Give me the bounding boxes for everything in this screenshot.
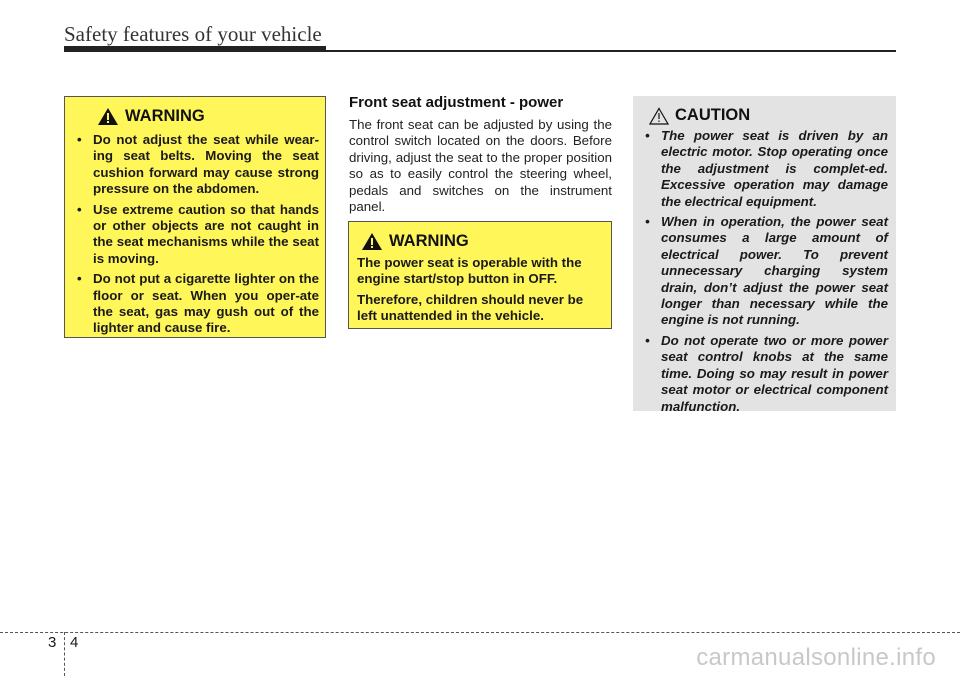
footer-divider [64,632,65,676]
warning-list [71,132,319,337]
caution-header [649,106,888,125]
caution-item: • When in operation, the power seat consumes a large amount of electrical power. To prevent unnecessary charging system drain, don’t adjust the power seat longer than necessary while the engine is not running. [639,214,888,329]
page-section-number: 3 [48,634,57,651]
warning-paragraph: Therefore, children should never be left unattended in the vehicle. [357,291,584,324]
warning-item: • Do not put a cigarette lighter on the floor or seat. When you oper-ate the seat, gas may gush out of the lighter and cause fire. [71,271,319,337]
watermark: carmanualsonline.info [696,644,936,671]
header-rule-thick [64,46,326,52]
header-rule-thin [326,50,896,52]
warning-paragraph: The power seat is operable with the engine start/stop button in OFF. [357,255,582,287]
warning-title: WARNING [125,107,205,125]
warning-header [361,232,603,251]
warning-item: • Do not adjust the seat while wear-ing seat belts. Moving the seat cushion forward may cause strong pressure on the abdomen. [71,132,319,198]
page-header-title: Safety features of your vehicle [64,22,322,46]
caution-box [633,96,896,414]
section-body: The front seat can be adjusted by using the control switch located on the doors. Before driving, adjust the seat to the proper position so as to easily control the steering wheel, pedals and switches on the instrument panel. [349,117,612,215]
warning-item: • Use extreme caution so that hands or other objects are not caught in the seat mechanisms while the seat is moving. [71,202,319,268]
warning-box-seat-adjustment [64,96,326,338]
caution-title: CAUTION [675,106,751,124]
page-number: 4 [70,634,79,651]
caution-triangle-icon [649,107,669,125]
warning-header [97,107,319,126]
caution-item: • The power seat is driven by an electric motor. Stop operating once the adjustment is complet-ed. Excessive operation may damage the electrical equipment. [639,128,888,210]
section-heading: Front seat adjustment - power [349,94,564,111]
warning-triangle-icon [361,232,383,251]
warning-title: WARNING [389,232,469,250]
warning-triangle-icon [97,107,119,126]
footer-rule [0,632,960,633]
caution-item: • Do not operate two or more power seat control knobs at the same time. Doing so may result in power seat motor or electrical component malfunction. [639,333,888,415]
caution-list [639,128,888,415]
warning-box-power-seat [348,221,612,329]
